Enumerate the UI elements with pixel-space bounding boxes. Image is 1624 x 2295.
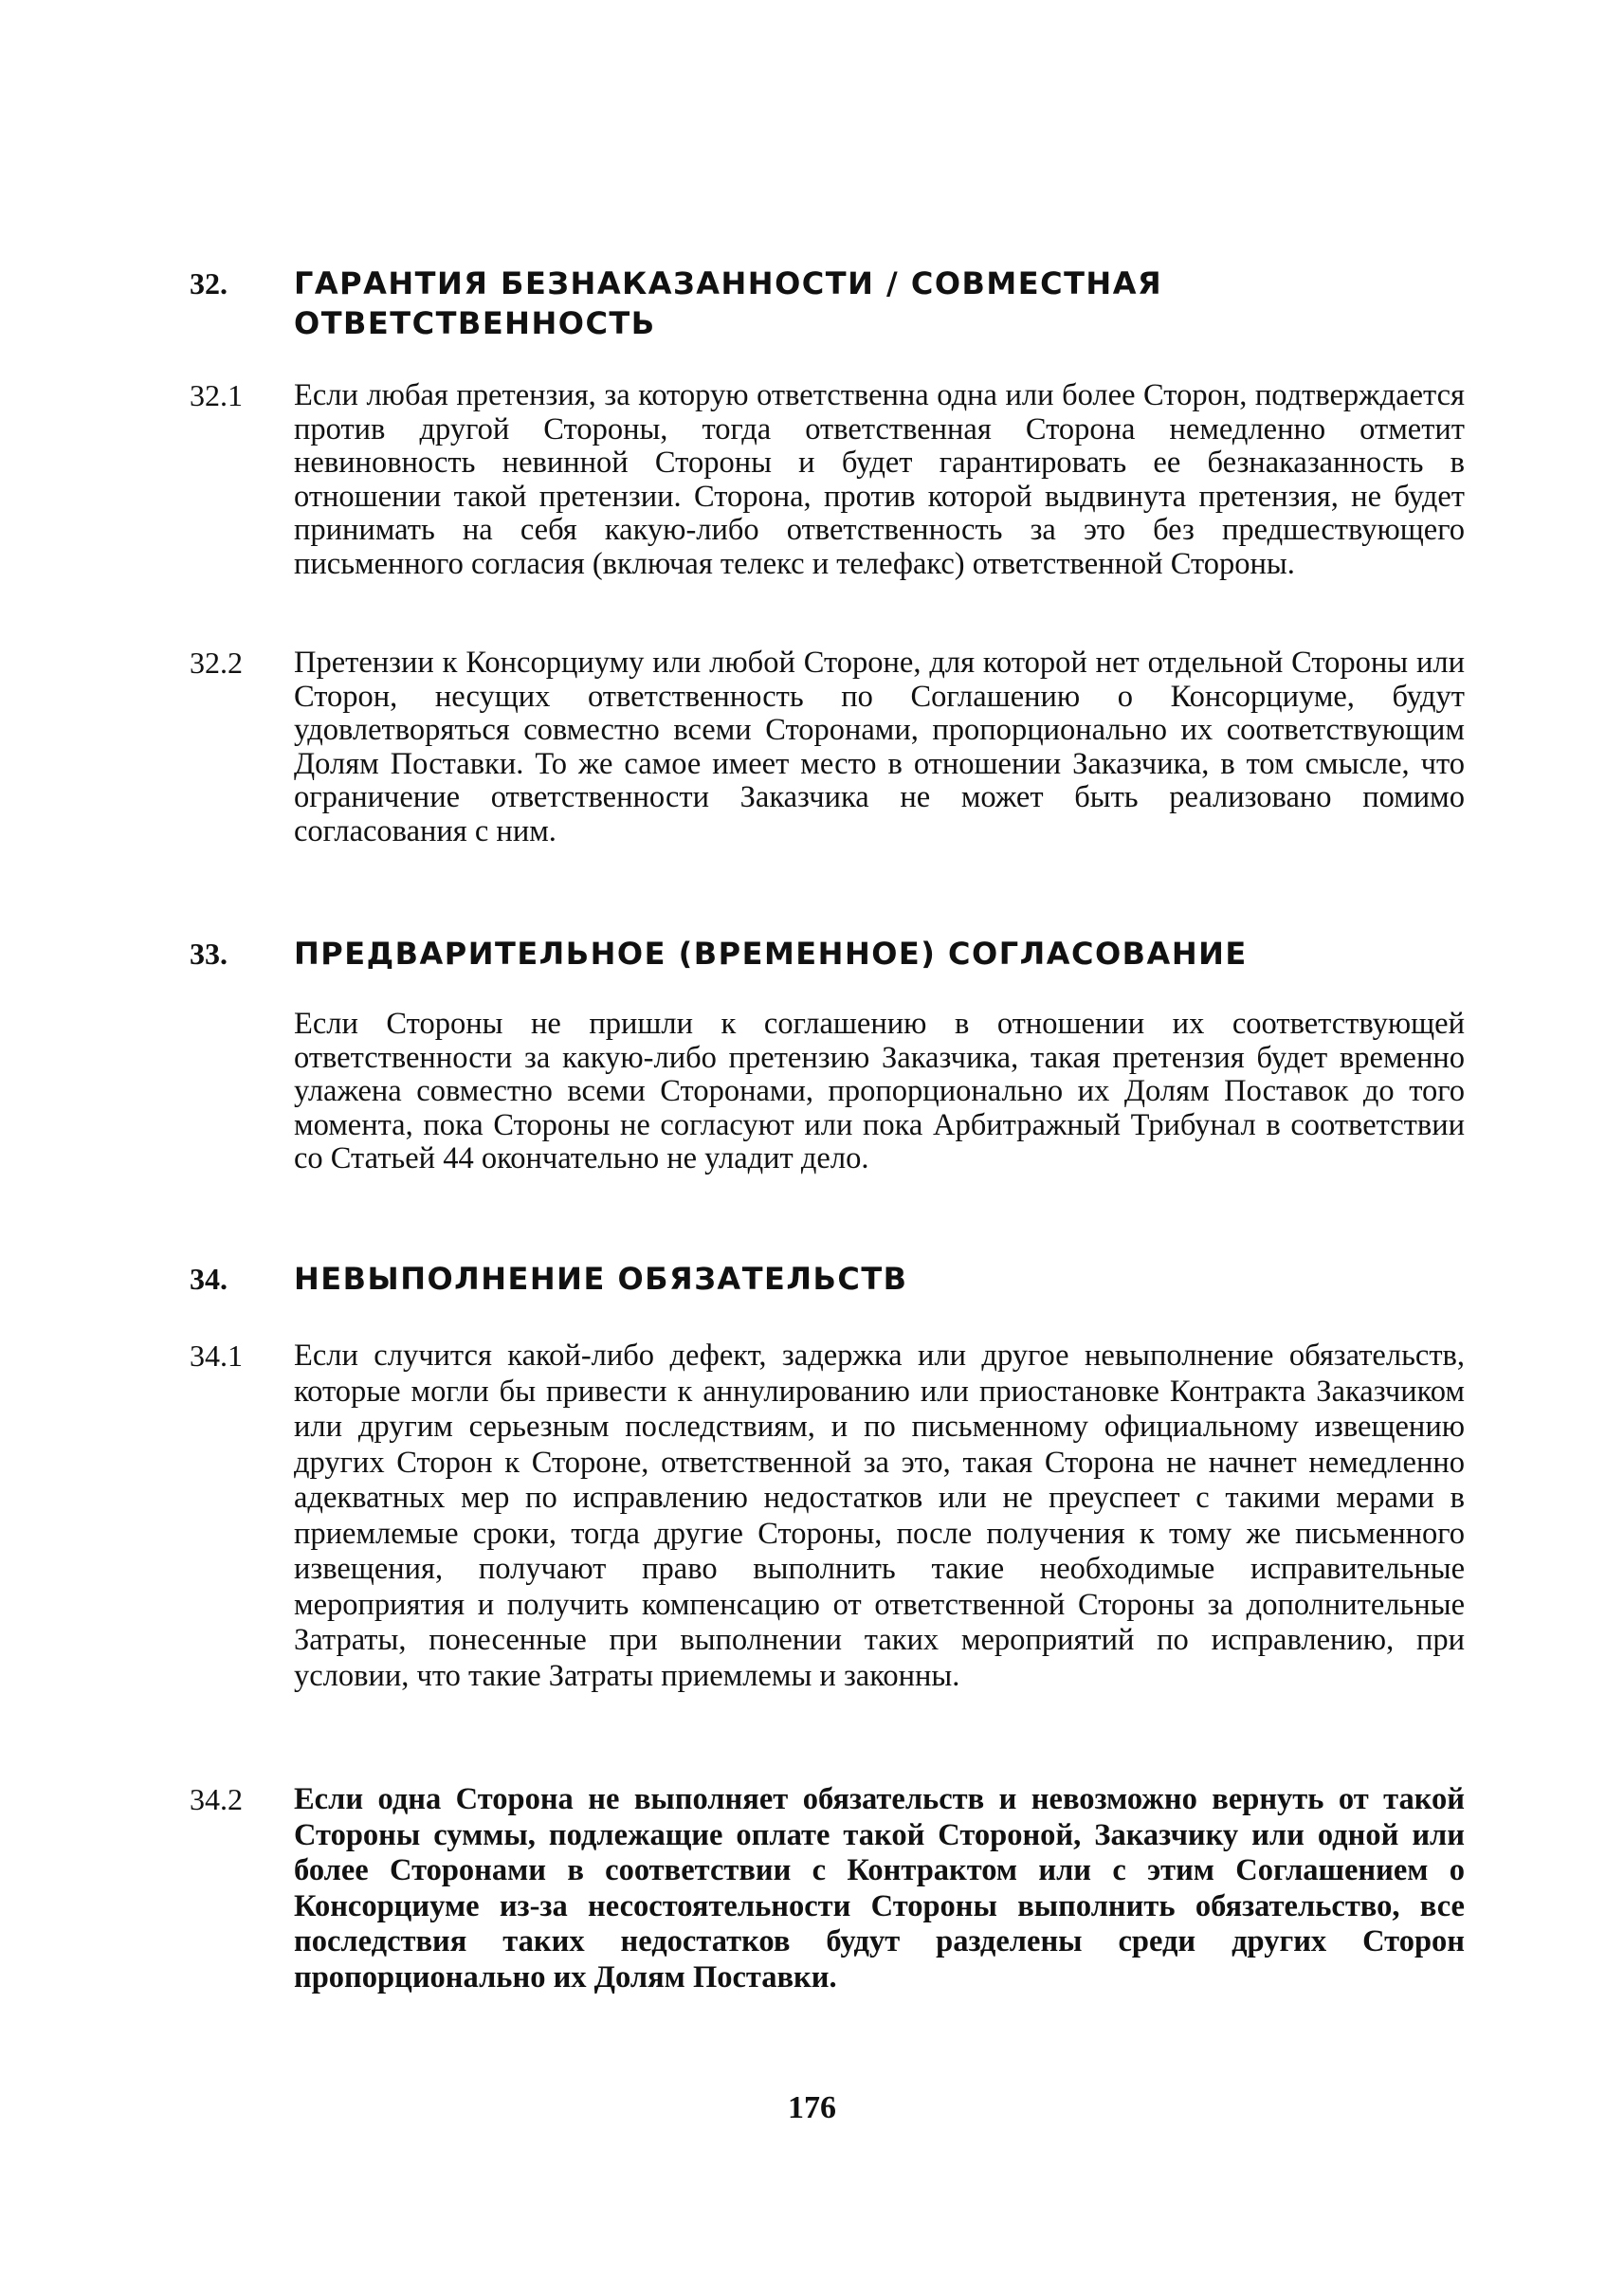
section-title: ГАРАНТИЯ БЕЗНАКАЗАННОСТИ / СОВМЕСТНАЯ ОТВЕТСТВЕННОСТЬ: [294, 265, 1163, 341]
section-34-heading: [190, 1259, 1460, 1299]
section-number: 33.: [190, 937, 228, 971]
paragraph-number: 32.2: [190, 646, 243, 680]
section-33-heading: [190, 934, 1460, 974]
paragraph-32-1: [190, 379, 1465, 581]
section-number: 32.: [190, 266, 228, 301]
section-title: ПРЕДВАРИТЕЛЬНОЕ (ВРЕМЕННОЕ) СОГЛАСОВАНИЕ: [294, 936, 1248, 972]
paragraph-text: Если случится какой-либо дефект, задержка или другое невыполнение обязательств, которые могли бы привести к аннулированию или приостановке Контракта Заказчиком или другим серьезным последствиям, и по письменному официальному извещению других Сторон к Стороне, ответственной за это, такая Сторона не начнет немедленно адекватных мер по исправлению недостатков или не преуспеет с такими мерами в приемлемые сроки, тогда другие Стороны, после получения к тому же письменного извещения, получают право выполнить такие необходимые исправительные мероприятия и получить компенсацию от ответственной Стороны за дополнительные Затраты, понесенные при выполнении таких мероприятий по исправлению, при условии, что такие Затраты приемлемы и законны.: [294, 1339, 1465, 1693]
paragraph-33: [190, 1008, 1465, 1176]
paragraph-number: 34.1: [190, 1339, 243, 1373]
section-32-heading: [190, 264, 1460, 343]
paragraph-text: Если одна Сторона не выполняет обязательств и невозможно вернуть от такой Стороны суммы, подлежащие оплате такой Стороной, Заказчику или одной или более Сторонами в соответствии с Контрактом или с этим Соглашением о Консорциуме из-за несостоятельности Стороны выполнить обязательство, все последствия таких недостатков будут разделены среди других Сторон пропорционально их Долям Поставки.: [294, 1782, 1465, 1994]
paragraph-text: Если Стороны не пришли к соглашению в отношении их соответствующей ответственности за какую-либо претензию Заказчика, такая претензия будет временно улажена совместно всеми Сторонами, пропорционально их Долям Поставок до того момента, пока Стороны не согласуют или пока Арбитражный Трибунал в соответствии со Статьей 44 окончательно не уладит дело.: [294, 1007, 1465, 1175]
paragraph-32-2: [190, 647, 1465, 848]
paragraph-text: Если любая претензия, за которую ответственна одна или более Сторон, подтверждается против другой Стороны, тогда ответственная Сторона немедленно отметит невиновность невинной Стороны и будет гарантировать ее безнаказанность в отношении такой претензии. Сторона, против которой выдвинута претензия, не будет принимать на себя какую-либо ответственность за это без предшествующего письменного согласия (включая телекс и телефакс) ответственной Стороны.: [294, 378, 1465, 581]
paragraph-number: 34.2: [190, 1782, 243, 1816]
paragraph-34-1: [190, 1339, 1465, 1694]
paragraph-text: Претензии к Консорциуму или любой Стороне, для которой нет отдельной Стороны или Сторон, несущих ответственность по Соглашению о Консорциуме, будут удовлетворяться совместно всеми Сторонами, пропорционально их соответствующим Долям Поставки. То же самое имеет место в отношении Заказчика, в том смысле, что ограничение ответственности Заказчика не может быть реализовано помимо согласования с ним.: [294, 646, 1465, 848]
paragraph-number: 32.1: [190, 378, 243, 412]
page-number: 176: [788, 2090, 836, 2125]
section-title: НЕВЫПОЛНЕНИЕ ОБЯЗАТЕЛЬСТВ: [294, 1261, 908, 1297]
paragraph-34-2: [190, 1782, 1465, 1995]
section-number: 34.: [190, 1262, 228, 1296]
